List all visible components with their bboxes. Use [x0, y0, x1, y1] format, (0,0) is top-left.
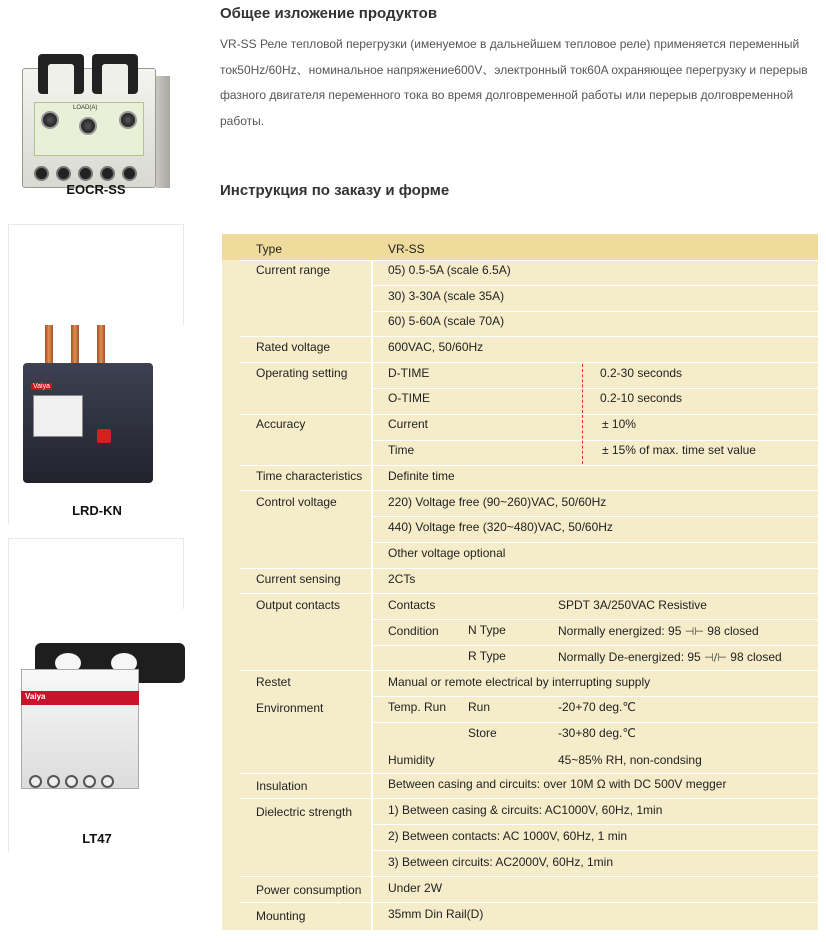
order-heading: Инструкция по заказу и форме	[220, 182, 450, 199]
eocr-ss-photo	[8, 24, 184, 184]
spec-label-insulation: Insulation	[256, 779, 308, 793]
spec-value-mounting: 35mm Din Rail(D)	[388, 907, 484, 921]
contact-open-icon: ⊣⊢	[684, 625, 704, 638]
value-divider	[582, 364, 583, 464]
product-eocr-ss	[8, 24, 184, 204]
spec-label-rated-voltage: Rated voltage	[256, 340, 331, 354]
lrd-dial-face	[33, 395, 83, 437]
spec-label-restet: Restet	[256, 675, 291, 689]
eocr-control-panel	[34, 102, 144, 156]
lt47-brand-logo: Vaiya	[25, 692, 46, 701]
spec-value-type: VR-SS	[388, 242, 425, 256]
overview-heading: Общее изложение продуктов	[220, 5, 438, 22]
spec-value-time-char: Definite time	[388, 469, 455, 483]
spec-label-environment: Environment	[256, 701, 324, 715]
eocr-side-panel	[156, 76, 170, 188]
product-lrd-kn	[8, 224, 184, 524]
spec-value-rated-voltage: 600VAC, 50/60Hz	[388, 340, 484, 354]
accuracy-time-value: ± 15% of max. time set value	[602, 443, 756, 457]
eocr-knob-left	[41, 111, 59, 129]
lt47-terminal	[65, 775, 78, 788]
spec-table	[222, 234, 818, 930]
run-value: -20+70 deg.℃	[558, 700, 636, 714]
eocr-terminal	[78, 166, 93, 181]
n-type-value-start: Normally energized: 95	[558, 624, 682, 638]
current-range-item: 05) 0.5-5A (scale 6.5A)	[388, 263, 511, 277]
contacts-value: SPDT 3A/250VAC Resistive	[558, 598, 707, 612]
control-voltage-item: 440) Voltage free (320~480)VAC, 50/60Hz	[388, 520, 613, 534]
current-range-item: 30) 3-30A (scale 35A)	[388, 289, 505, 303]
run-label: Run	[468, 700, 491, 714]
eocr-terminal	[122, 166, 137, 181]
dielectric-item: 1) Between casing & circuits: AC1000V, 60Hz, 1min	[388, 803, 663, 817]
spec-value-insulation: Between casing and circuits: over 10M Ω with DC 500V megger	[388, 777, 727, 791]
overview-text: VR-SS Реле тепловой перегрузки (именуемое в дальнейшем тепловое реле) применяется переменный ток50Hz/60Hz、номинальное напряжение600V、электронный ток60A охраняющее перегрузку и перерыв фазного двигателя переменного тока во время долговременной работы или перерыв долговременной работы.	[220, 37, 808, 128]
humidity-label: Humidity	[388, 753, 435, 767]
spec-value-current-sensing: 2CTs	[388, 572, 416, 586]
spec-label-operating: Operating setting	[256, 366, 348, 380]
eocr-clip-right	[92, 54, 138, 94]
eocr-clip-left	[38, 54, 84, 94]
lt47-terminal	[47, 775, 60, 788]
store-value: -30+80 deg.℃	[558, 726, 636, 740]
lt47-photo	[9, 609, 185, 889]
lrd-brand-logo: Vaiya	[33, 383, 50, 390]
condition-label: Condition	[388, 624, 439, 638]
control-voltage-item: Other voltage optional	[388, 546, 506, 560]
eocr-terminal	[56, 166, 71, 181]
contacts-label: Contacts	[388, 598, 436, 612]
product-caption: EOCR-SS	[66, 182, 126, 197]
eocr-panel-label: LOAD(A)	[73, 105, 98, 111]
accuracy-current-label: Current	[388, 417, 429, 431]
lt47-terminal	[101, 775, 114, 788]
lt47-terminal	[83, 775, 96, 788]
accuracy-time-label: Time	[388, 443, 415, 457]
dielectric-item: 2) Between contacts: AC 1000V, 60Hz, 1 min	[388, 829, 628, 843]
r-type-value-end: 98 closed	[730, 650, 782, 664]
humidity-value: 45~85% RH, non-condsing	[558, 753, 702, 767]
r-type-value-start: Normally De-energized: 95	[558, 650, 701, 664]
n-type-value	[558, 624, 759, 639]
current-range-item: 60) 5-60A (scale 70A)	[388, 314, 505, 328]
spec-value-restet: Manual or remote electrical by interrupting supply	[388, 675, 651, 689]
spec-label-time-char: Time characteristics	[256, 469, 363, 483]
spec-label-current-range: Current range	[256, 263, 331, 277]
spec-label-output: Output contacts	[256, 598, 341, 612]
column-divider	[371, 260, 373, 930]
spec-label-power: Power consumption	[256, 883, 362, 897]
eocr-terminal	[34, 166, 49, 181]
spec-label-control-voltage: Control voltage	[256, 495, 337, 509]
lt47-terminal	[29, 775, 42, 788]
control-voltage-item: 220) Voltage free (90~260)VAC, 50/60Hz	[388, 495, 607, 509]
spec-label-dielectric: Dielectric strength	[256, 805, 353, 819]
dielectric-item: 3) Between circuits: AC2000V, 60Hz, 1min	[388, 855, 614, 869]
o-time-label: O-TIME	[388, 391, 430, 405]
temp-run-label: Temp. Run	[388, 700, 447, 714]
spec-header-row	[222, 234, 818, 260]
product-lt47	[8, 538, 184, 852]
eocr-knob-center	[79, 117, 97, 135]
n-type-label: N Type	[468, 623, 506, 637]
eocr-terminal	[100, 166, 115, 181]
eocr-knob-right	[119, 111, 137, 129]
spec-label-current-sensing: Current sensing	[256, 572, 341, 586]
d-time-label: D-TIME	[388, 366, 430, 380]
spec-label-accuracy: Accuracy	[256, 417, 306, 431]
accuracy-current-value: ± 10%	[602, 417, 636, 431]
n-type-value-end: 98 closed	[707, 624, 759, 638]
o-time-value: 0.2-10 seconds	[600, 391, 683, 405]
lt47-body	[21, 669, 139, 789]
lrd-stop-button	[97, 429, 111, 443]
r-type-label: R Type	[468, 649, 506, 663]
r-type-value	[558, 650, 782, 665]
spec-label-type: Type	[256, 242, 283, 256]
product-caption: LT47	[82, 831, 112, 846]
contact-closed-icon: ⊣/⊢	[704, 651, 727, 664]
spec-label-mounting: Mounting	[256, 909, 306, 923]
d-time-value: 0.2-30 seconds	[600, 366, 683, 380]
product-caption: LRD-KN	[72, 503, 122, 518]
spec-value-power: Under 2W	[388, 881, 443, 895]
store-label: Store	[468, 726, 497, 740]
